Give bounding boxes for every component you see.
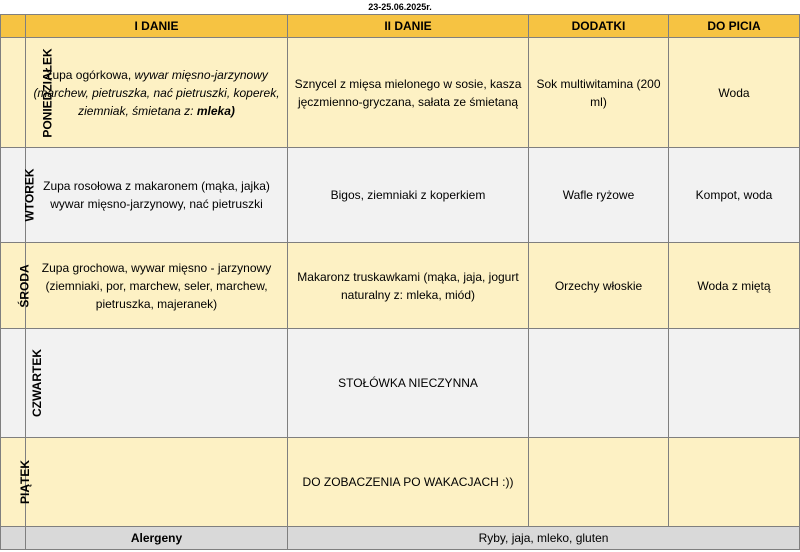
monday-first-course: Zupa ogórkowa, wywar mięsno-jarzynowy (marchew, pietruszka, nać pietruszki, koperek, ziemniak, śmietana z: mleka) — [26, 38, 288, 148]
tuesday-drink: Kompot, woda — [669, 148, 800, 243]
friday-second-course: DO ZOBACZENIA PO WAKACJACH :)) — [288, 438, 529, 527]
header-first-course: I DANIE — [26, 15, 288, 38]
thursday-first-course — [26, 329, 288, 438]
monday-drink: Woda — [669, 38, 800, 148]
friday-extras — [529, 438, 669, 527]
day-label-tuesday: WTOREK — [1, 148, 26, 243]
allergens-value: Ryby, jaja, mleko, gluten — [288, 527, 800, 550]
day-label-thursday: CZWARTEK — [1, 329, 26, 438]
row-thursday — [1, 329, 800, 438]
thursday-drink — [669, 329, 800, 438]
date-range: 23-25.06.2025r. — [368, 2, 432, 12]
row-wednesday — [1, 243, 800, 329]
day-label-monday: PONIEDZIAŁEK — [1, 38, 26, 148]
menu-table — [0, 14, 800, 550]
allergens-label: Alergeny — [26, 527, 288, 550]
friday-first-course — [26, 438, 288, 527]
row-tuesday — [1, 148, 800, 243]
header-row — [1, 15, 800, 38]
thursday-extras — [529, 329, 669, 438]
header-corner — [1, 15, 26, 38]
wednesday-extras: Orzechy włoskie — [529, 243, 669, 329]
day-label-friday: PIĄTEK — [1, 438, 26, 527]
friday-drink — [669, 438, 800, 527]
tuesday-first-course: Zupa rosołowa z makaronem (mąka, jajka) wywar mięsno-jarzynowy, nać pietruszki — [26, 148, 288, 243]
allergens-corner — [1, 527, 26, 550]
monday-extras: Sok multiwitamina (200 ml) — [529, 38, 669, 148]
tuesday-second-course: Bigos, ziemniaki z koperkiem — [288, 148, 529, 243]
thursday-second-course: STOŁÓWKA NIECZYNNA — [288, 329, 529, 438]
wednesday-first-course: Zupa grochowa, wywar mięsno - jarzynowy (ziemniaki, por, marchew, seler, marchew, pietruszka, majeranek) — [26, 243, 288, 329]
row-monday — [1, 38, 800, 148]
monday-second-course: Sznycel z mięsa mielonego w sosie, kasza jęczmienno-gryczana, sałata ze śmietaną — [288, 38, 529, 148]
row-allergens — [1, 527, 800, 550]
header-drinks: DO PICIA — [669, 15, 800, 38]
header-extras: DODATKI — [529, 15, 669, 38]
row-friday — [1, 438, 800, 527]
header-second-course: II DANIE — [288, 15, 529, 38]
day-label-wednesday: ŚRODA — [1, 243, 26, 329]
wednesday-second-course: Makaronz truskawkami (mąka, jaja, jogurt naturalny z: mleka, miód) — [288, 243, 529, 329]
tuesday-extras: Wafle ryżowe — [529, 148, 669, 243]
wednesday-drink: Woda z miętą — [669, 243, 800, 329]
